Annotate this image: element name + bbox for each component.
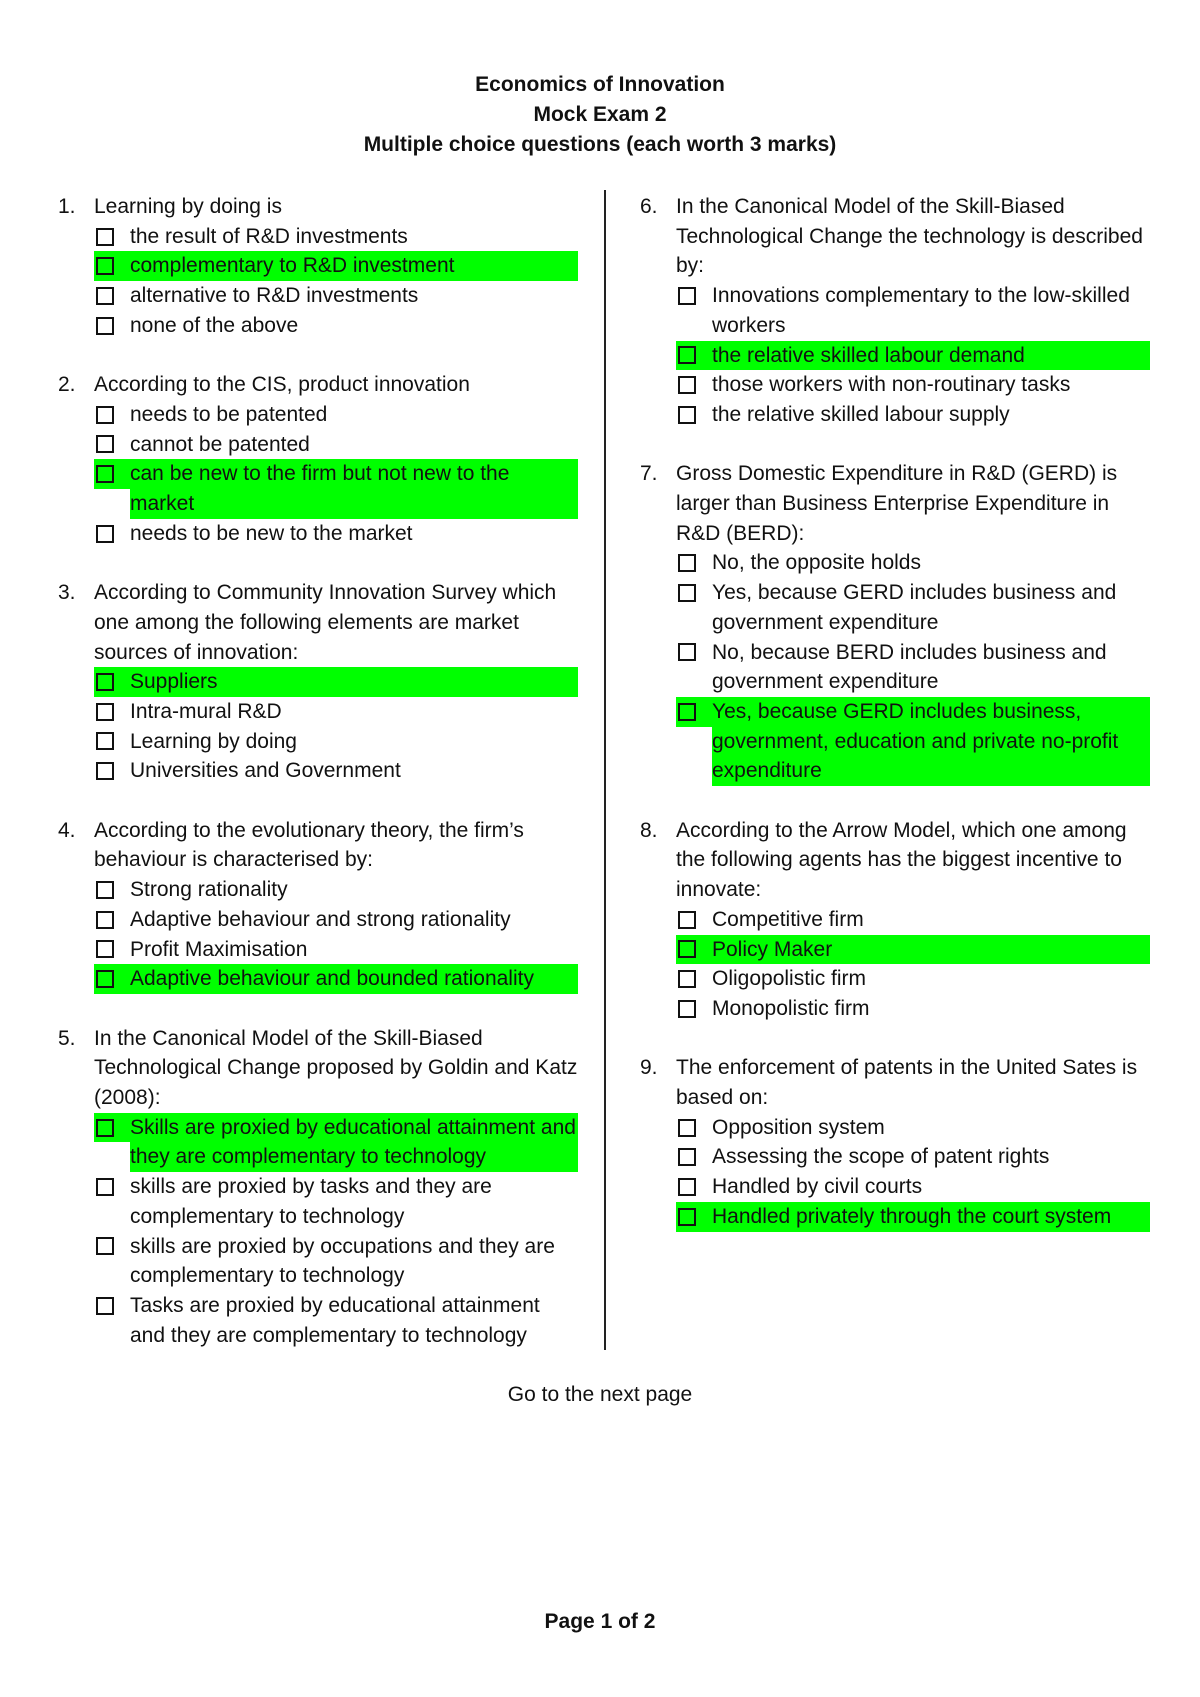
question-number: 3. [58, 581, 76, 605]
option [94, 1232, 578, 1291]
question-4 [58, 816, 578, 994]
exam-title: Mock Exam 2 [533, 103, 667, 126]
option [94, 430, 578, 460]
option [94, 311, 578, 341]
question-text: Gross Domestic Expenditure in R&D (GERD) is larger than Business Enterprise Expenditure in R&D (BERD): [676, 462, 1118, 545]
checkbox-icon[interactable] [96, 287, 114, 305]
option [676, 1142, 1150, 1172]
checkbox-icon[interactable] [96, 257, 114, 275]
option-text: Oligopolistic firm [712, 967, 867, 991]
question-text: According to the Arrow Model, which one among the following agents has the biggest incentive to innovate: [676, 818, 1127, 902]
option-text: Strong rationality [130, 878, 288, 902]
question-text: In the Canonical Model of the Skill-Biased Technological Change proposed by Goldin and Katz (2008): [94, 1026, 578, 1110]
option [94, 1291, 578, 1350]
option [94, 222, 578, 252]
checkbox-icon[interactable] [96, 525, 114, 543]
question-2 [58, 370, 578, 548]
checkbox-icon[interactable] [96, 1297, 114, 1315]
option-correct [676, 697, 1150, 786]
checkbox-icon[interactable] [96, 970, 114, 988]
next-page-note: Go to the next page [507, 1383, 693, 1406]
option [676, 281, 1150, 340]
checkbox-icon[interactable] [678, 1148, 696, 1166]
option-text: Yes, because GERD includes business and government expenditure [712, 581, 1117, 634]
option [94, 400, 578, 430]
option [676, 994, 1150, 1024]
option-text: Tasks are proxied by educational attainment and they are complementary to technology [130, 1293, 540, 1347]
question-9 [640, 1053, 1150, 1231]
question-number: 9. [640, 1056, 658, 1080]
checkbox-icon[interactable] [96, 1237, 114, 1255]
question-text: According to the CIS, product innovation [94, 373, 470, 397]
question-3 [58, 578, 578, 786]
option [676, 370, 1150, 400]
option-text: those workers with non-routinary tasks [712, 373, 1071, 397]
option-text: complementary to R&D investment [130, 251, 578, 281]
option [676, 400, 1150, 430]
checkbox-icon[interactable] [678, 643, 696, 661]
options-list [58, 400, 578, 549]
option [94, 697, 578, 727]
checkbox-icon[interactable] [96, 317, 114, 335]
checkbox-icon[interactable] [96, 1119, 114, 1137]
option [94, 281, 578, 311]
option-text: Handled by civil courts [712, 1175, 923, 1199]
question-number: 6. [640, 195, 658, 218]
question-5 [58, 1024, 578, 1351]
checkbox-icon[interactable] [678, 406, 696, 424]
checkbox-icon[interactable] [96, 881, 114, 899]
checkbox-icon[interactable] [96, 465, 114, 483]
question-7 [640, 459, 1150, 786]
options-list [640, 281, 1150, 430]
checkbox-icon[interactable] [96, 911, 114, 929]
option-correct [94, 251, 578, 281]
option-text: No, the opposite holds [712, 551, 921, 575]
option-text: Assessing the scope of patent rights [712, 1145, 1050, 1169]
option-correct [94, 1113, 578, 1172]
option-text: Skills are proxied by educational attainment and they are complementary to technology [130, 1113, 578, 1172]
option-text: skills are proxied by tasks and they are complementary to technology [130, 1175, 492, 1228]
option-text: Adaptive behaviour and bounded rationality [130, 964, 578, 994]
option [676, 578, 1150, 637]
option-correct [94, 667, 578, 697]
options-list [58, 667, 578, 786]
option [676, 905, 1150, 935]
question-number: 7. [640, 462, 658, 486]
option-text: the relative skilled labour demand [712, 341, 1150, 371]
page-number: Page 1 of 2 [544, 1610, 656, 1633]
option-text: the relative skilled labour supply [712, 402, 1010, 426]
checkbox-icon[interactable] [678, 554, 696, 572]
option-correct [676, 935, 1150, 965]
option-text: Innovations complementary to the low-skilled workers [712, 284, 1130, 337]
option [676, 1172, 1150, 1202]
option-text: Opposition system [712, 1115, 885, 1139]
option-text: Policy Maker [712, 935, 1150, 965]
checkbox-icon[interactable] [678, 970, 696, 988]
checkbox-icon[interactable] [96, 732, 114, 750]
checkbox-icon[interactable] [96, 762, 114, 780]
exam-header [0, 70, 1200, 160]
option-text: Handled privately through the court system [712, 1202, 1150, 1232]
right-column [640, 192, 1150, 1261]
checkbox-icon[interactable] [96, 673, 114, 691]
checkbox-icon[interactable] [678, 1119, 696, 1137]
options-list [640, 905, 1150, 1024]
checkbox-icon[interactable] [96, 940, 114, 958]
option-text: Monopolistic firm [712, 996, 870, 1020]
option-text: alternative to R&D investments [130, 284, 419, 308]
checkbox-icon[interactable] [678, 940, 696, 958]
option [94, 875, 578, 905]
option-text: skills are proxied by occupations and they are complementary to technology [130, 1234, 555, 1288]
question-number: 5. [58, 1026, 76, 1050]
option [676, 964, 1150, 994]
checkbox-icon[interactable] [96, 703, 114, 721]
option-text: Profit Maximisation [130, 937, 308, 961]
option [676, 1113, 1150, 1143]
checkbox-icon[interactable] [678, 346, 696, 364]
checkbox-icon[interactable] [96, 435, 114, 453]
option-text: Universities and Government [130, 759, 401, 783]
option-text: can be new to the firm but not new to the market [130, 459, 578, 518]
question-number: 1. [58, 195, 76, 218]
options-list [640, 548, 1150, 786]
question-8 [640, 816, 1150, 1024]
option-correct [676, 341, 1150, 371]
checkbox-icon[interactable] [678, 911, 696, 929]
checkbox-icon[interactable] [678, 703, 696, 721]
option-text: Adaptive behaviour and strong rationality [130, 907, 511, 931]
option [94, 935, 578, 965]
question-number: 2. [58, 373, 76, 397]
option-correct [94, 964, 578, 994]
checkbox-icon[interactable] [678, 1208, 696, 1226]
option-text: Suppliers [130, 667, 578, 697]
question-text: The enforcement of patents in the United Sates is based on: [676, 1056, 1138, 1110]
checkbox-icon[interactable] [678, 584, 696, 602]
option-correct [94, 459, 578, 518]
options-list [640, 1113, 1150, 1232]
options-list [58, 875, 578, 994]
question-text: According to the evolutionary theory, the firm’s behaviour is characterised by: [94, 818, 524, 872]
checkbox-icon[interactable] [96, 1178, 114, 1196]
option-text: cannot be patented [130, 432, 310, 456]
option-correct [676, 1202, 1150, 1232]
option-text: No, because BERD includes business and government expenditure [712, 640, 1107, 694]
option-text: Competitive firm [712, 907, 864, 931]
options-list [58, 1113, 578, 1351]
column-divider [604, 190, 606, 1350]
option [676, 638, 1150, 697]
option-text: the result of R&D investments [130, 224, 408, 248]
option-text: needs to be new to the market [130, 521, 413, 545]
option-text: Learning by doing [130, 729, 297, 753]
option [676, 548, 1150, 578]
question-number: 4. [58, 818, 76, 842]
question-1 [58, 192, 578, 341]
question-text: In the Canonical Model of the Skill-Biased Technological Change the technology is described by: [676, 195, 1143, 278]
option [94, 1172, 578, 1231]
checkbox-icon[interactable] [678, 287, 696, 305]
checkbox-icon[interactable] [678, 1178, 696, 1196]
option-text: Yes, because GERD includes business, government, education and private no-profit expenditure [712, 697, 1150, 786]
option-text: needs to be patented [130, 402, 328, 426]
left-column [58, 192, 578, 1380]
option [94, 519, 578, 549]
checkbox-icon[interactable] [96, 406, 114, 424]
checkbox-icon[interactable] [96, 228, 114, 246]
option [94, 727, 578, 757]
course-title: Economics of Innovation [475, 73, 725, 96]
question-number: 8. [640, 818, 658, 842]
question-6 [640, 192, 1150, 430]
checkbox-icon[interactable] [678, 1000, 696, 1018]
question-text: According to Community Innovation Survey which one among the following elements are market sources of innovation: [94, 581, 557, 664]
question-text: Learning by doing is [94, 195, 282, 218]
section-title: Multiple choice questions (each worth 3 marks) [363, 133, 837, 156]
checkbox-icon[interactable] [678, 376, 696, 394]
options-list [58, 222, 578, 341]
option-text: Intra-mural R&D [130, 699, 282, 723]
option [94, 905, 578, 935]
option-text: none of the above [130, 313, 299, 337]
option [94, 756, 578, 786]
